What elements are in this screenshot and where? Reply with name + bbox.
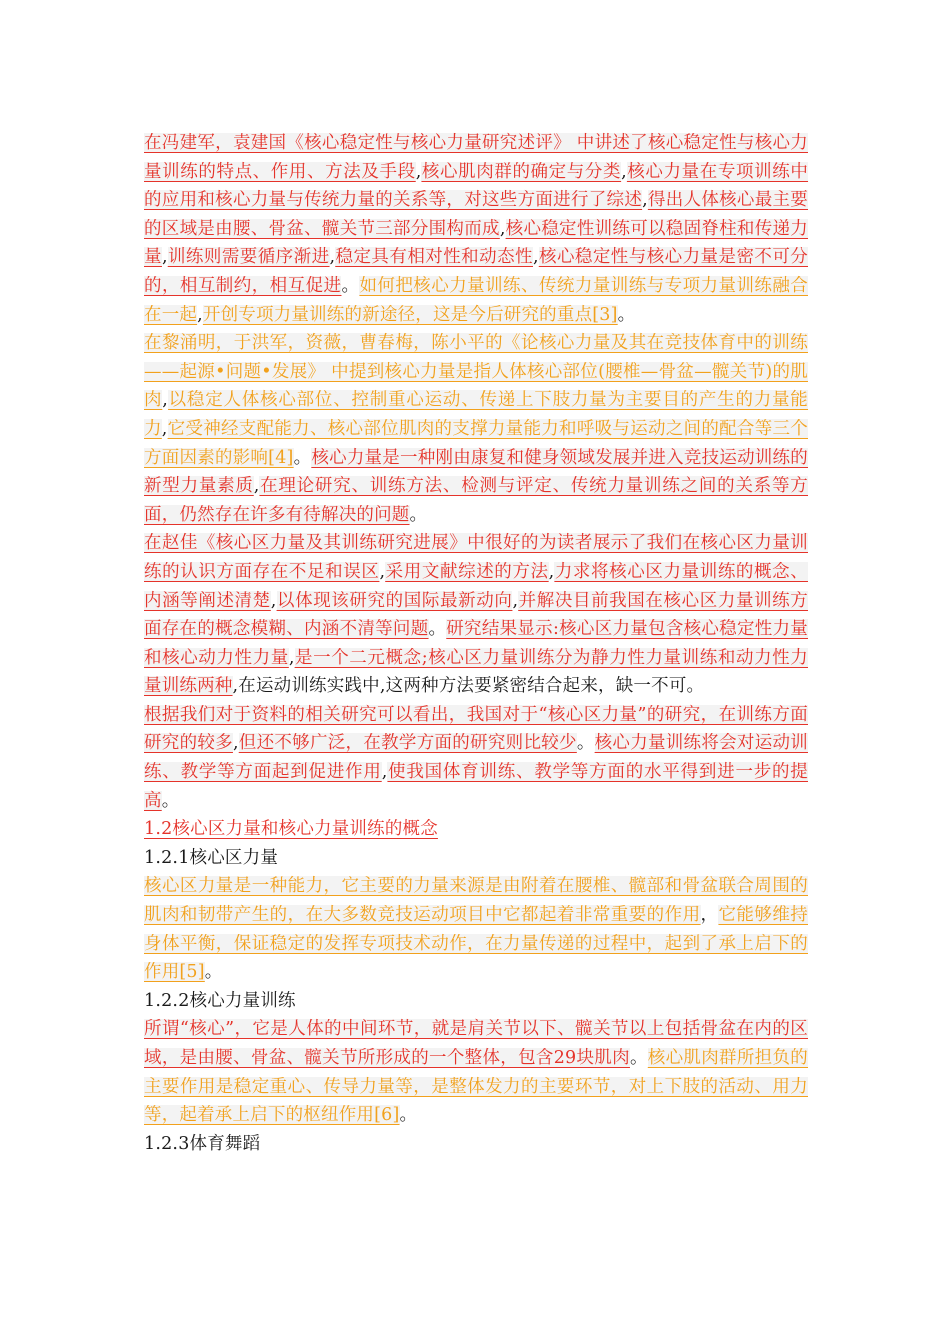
text-segment: 。 <box>576 733 595 754</box>
text-segment: 研究结果显示:核心区力量包含核心稳定性力量和核心动力性力量 <box>144 619 808 668</box>
text-segment: ， <box>700 905 719 926</box>
text-segment: 核心稳定性与核心力量是密不可分的，相互制约，相互促进 <box>144 247 808 296</box>
text-segment: 。 <box>409 504 428 525</box>
text-segment: 核心力量在专项训练中的应用和核心力量与传统力量的关系等，对这些方面进行了综述 <box>144 161 809 211</box>
text-segment: 。 <box>293 447 312 468</box>
text-segment: 在赵佳《核心区力量及其训练研究进展》中很好的为读者展示了我们在核心区力量训练的认识方面存在不足和误区 <box>144 533 808 582</box>
text-segment: 。 <box>161 790 180 811</box>
text-segment: 得出人体核心最主要的区域是由腰、骨盆、髋关节三部分围构而成 <box>144 190 808 239</box>
text-segment: , <box>381 762 388 783</box>
text-segment: 并解决目前我国在核心区力量训练方面存在的概念模糊、内涵不清等问题 <box>144 590 808 640</box>
text-segment: 使我国体育训练、教学等方面的水平得到进一步的提高 <box>144 762 808 811</box>
text-segment: 但还不够广泛，在教学方面的研究则比较少 <box>238 733 577 754</box>
text-segment: , <box>532 247 539 268</box>
text-segment: , <box>288 647 295 668</box>
text-segment: 采用文献综述的方法 <box>385 561 549 582</box>
paragraph-core-strength <box>144 872 808 986</box>
text-segment: 核心区力量是一种能力，它主要的力量来源是由附着在腰椎、髋部和骨盆联合周围的肌肉和韧带产生的，在大多数竞技运动项目中它都起着非常重要的作用 <box>144 876 808 926</box>
text-segment: 在冯建军，袁建国《核心稳定性与核心力量研究述评》 中讲述了核心稳定性与核心力量训练的特点、作用、方法及手段 <box>144 133 808 182</box>
text-segment: , <box>253 476 260 497</box>
paragraph-review-li <box>144 329 808 529</box>
text-segment: , <box>548 561 555 582</box>
text-segment: , <box>499 218 506 239</box>
text-segment: , <box>270 590 277 611</box>
section-heading-1-2-1: 1.2.1核心区力量 <box>144 847 279 868</box>
text-segment: 根据我们对于资料的相关研究可以看出，我国对于“核心区力量”的研究，在训练方面研究的较多 <box>144 704 808 754</box>
text-segment: 在理论研究、训练方法、检测与评定、传统力量训练之间的关系等方面，仍然存在许多有待解决的问题 <box>144 476 809 525</box>
text-segment: 。 <box>399 1105 418 1126</box>
text-segment: , <box>161 247 168 268</box>
text-segment: , <box>162 390 169 411</box>
text-segment: 核心肌肉群所担负的主要作用是稳定重心、传导力量等，是整体发力的主要环节，对上下肢的活动、用力等，起着承上启下的枢纽作用[6] <box>144 1048 808 1126</box>
text-segment: 。 <box>428 619 447 640</box>
text-segment: , <box>379 561 386 582</box>
text-segment: 开创专项力量训练的新途径，这是今后研究的重点[3] <box>202 304 618 325</box>
text-segment: 在黎涌明，于洪军，资薇，曹春梅，陈小平的《论核心力量及其在竞技体育中的训练——起源•问题•发展》 中提到核心力量是指人体核心部位(腰椎—骨盆—髋关节)的肌肉 <box>144 333 808 411</box>
text-segment: 。 <box>341 275 360 296</box>
text-segment: , <box>329 247 336 268</box>
text-segment: , <box>621 161 627 182</box>
text-segment: , <box>161 418 168 439</box>
text-segment: , <box>642 190 648 211</box>
text-segment: 如何把核心力量训练、传统力量训练与专项力量训练融合在一起 <box>144 275 808 325</box>
section-heading-1-2: 1.2核心区力量和核心力量训练的概念 <box>144 819 438 840</box>
section-heading-1-2-3: 1.2.3体育舞蹈 <box>144 1133 261 1154</box>
paragraph-review-feng <box>144 129 808 329</box>
text-segment: 。 <box>617 304 636 325</box>
document-body <box>144 129 808 1158</box>
text-segment: , <box>415 161 422 182</box>
text-segment: 。 <box>204 962 223 983</box>
section-heading-1-2-2: 1.2.2核心力量训练 <box>144 990 296 1011</box>
text-segment: 稳定具有相对性和动态性 <box>335 247 533 268</box>
text-segment: 以体现该研究的国际最新动向 <box>276 590 513 611</box>
text-segment: , <box>512 590 519 611</box>
paragraph-core-training <box>144 1015 808 1129</box>
text-segment: 以稳定人体核心部位、控制重心运动、传递上下肢力量为主要目的产生的力量能力 <box>144 390 809 439</box>
text-segment: 。 <box>629 1048 648 1068</box>
text-segment: 是一个二元概念;核心区力量训练分为静力性力量训练和动力性力量训练两种 <box>144 647 808 697</box>
text-segment: 所谓“核心”，它是人体的中间环节，就是肩关节以下、髋关节以上包括骨盆在内的区域，是由腰、骨盆、髋关节所形成的一个整体，包含29块肌肉 <box>144 1019 808 1068</box>
text-segment: ,在运动训练实践中,这两种方法要紧密结合起来，缺一不可。 <box>232 676 705 697</box>
paragraph-summary <box>144 701 808 815</box>
paragraph-review-zhao <box>144 529 808 701</box>
text-segment: 核心稳定性训练可以稳固脊柱和传递力量 <box>144 218 809 268</box>
text-segment: 它受神经支配能力、核心部位肌肉的支撑力量能力和呼吸与运动之间的配合等三个方面因素的影响[4] <box>144 418 808 468</box>
text-segment: 核心力量训练将会对运动训练、教学等方面起到促进作用 <box>144 733 808 783</box>
text-segment: , <box>232 733 239 754</box>
text-segment: 训练则需要循序渐进 <box>167 247 330 268</box>
text-segment: , <box>197 304 203 325</box>
text-segment: 核心力量是一种刚由康复和健身领域发展并进入竞技运动训练的新型力量素质 <box>144 447 808 497</box>
text-segment: 它能够维持身体平衡，保证稳定的发挥专项技术动作，在力量传递的过程中，起到了承上启下的作用[5] <box>144 905 808 983</box>
text-segment: 力求将核心区力量训练的概念、内涵等阐述清楚 <box>144 561 808 611</box>
text-segment: 核心肌肉群的确定与分类 <box>421 161 622 182</box>
